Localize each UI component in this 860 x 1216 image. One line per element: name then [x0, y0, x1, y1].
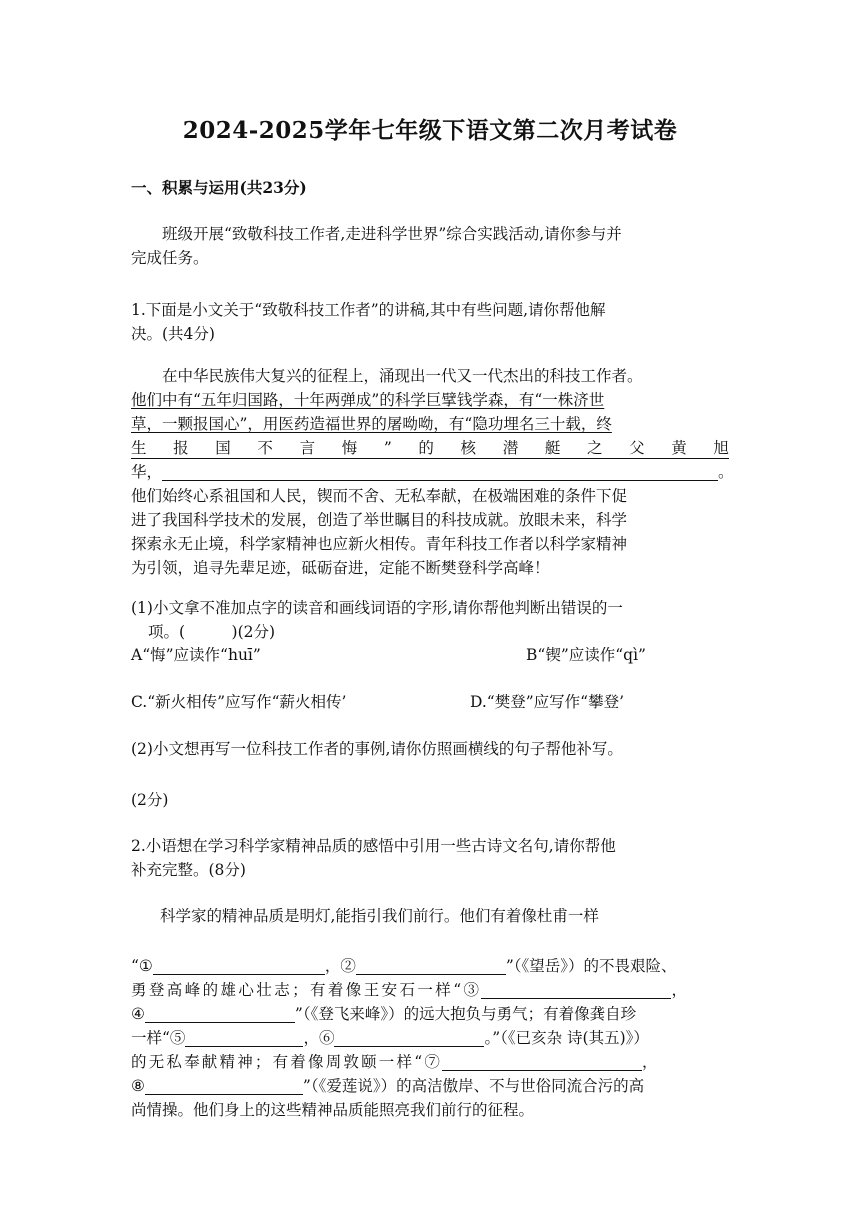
passage-line-2: 他们中有“五年归国路，十年两弹成”的科学巨擘钱学森，有“一株济世 [131, 391, 605, 409]
passage-line-3: 草，一颗报国心”，用医药造福世界的屠呦呦，有“隐功埋名三十载，终 [131, 415, 612, 433]
q2-stem-line-1: 2.小语想在学习科学家精神品质的感悟中引用一些古诗文名句,请你帮他 [131, 837, 616, 855]
blank-8[interactable] [145, 1076, 303, 1095]
blank-4[interactable] [145, 1004, 295, 1023]
q2-line-5: 的无私奉献精神；有着像周敦颐一样“⑦ ， [131, 1053, 658, 1071]
sub-question-2: (2)小文想再写一位科技工作者的事例,请你仿照画横线的句子帮他补写。 [131, 740, 623, 758]
sub-question-2-score: (2分) [131, 791, 169, 809]
blank-2[interactable] [356, 956, 506, 975]
blank-5[interactable] [185, 1028, 303, 1047]
q2-line-6: ⑧ ”（《爱莲说》）的高洁傲岸、不与世俗同流合污的高 [131, 1077, 645, 1095]
q2-line-7: 尚情操。他们身上的这些精神品质能照亮我们前行的征程。 [131, 1101, 535, 1119]
q2-line-4: 一样“⑤ ，⑥ 。”（《已亥杂 诗(其五)》） [131, 1029, 649, 1047]
sub-question-1-line-2: 项。( )(2分) [148, 623, 276, 641]
q2-line-1: “① ，② ”（《望岳》）的不畏艰险、 [131, 957, 677, 975]
passage-line-5: 华， 。 [131, 463, 734, 481]
fill-in-blank[interactable] [162, 462, 718, 481]
blank-7[interactable] [442, 1052, 642, 1071]
passage-line-4: 生 报 国 不 言 悔 ” 的 核 潜 艇 之 父 黄 旭 [131, 434, 729, 459]
passage-line-6: 他们始终心系祖国和人民，锲而不舍、无私奉献，在极端困难的条件下促 [131, 487, 628, 505]
option-b[interactable]: B“锲”应读作“qì” [526, 646, 646, 664]
passage-line-8: 探索永无止境，科学家精神也应新火相传。青年科技工作者以科学家精神 [131, 535, 628, 553]
passage-line-1: 在中华民族伟大复兴的征程上，涌现出一代又一代杰出的科技工作者。 [162, 367, 643, 385]
q2-line-3: ④ ”（《登飞来峰》）的远大抱负与勇气；有着像龚自珍 [131, 1005, 637, 1023]
q1-stem-line-2: 决。(共4分) [131, 325, 215, 343]
blank-3[interactable] [481, 980, 671, 999]
q2-stem-line-2: 补充完整。(8分) [131, 861, 246, 879]
q2-lead: 科学家的精神品质是明灯,能指引我们前行。他们有着像杜甫一样 [160, 907, 599, 925]
intro-line-1: 班级开展“致敬科技工作者,走进科学世界”综合实践活动,请你参与并 [162, 225, 622, 243]
q1-stem-line-1: 1.下面是小文关于“致敬科技工作者”的讲稿,其中有些问题,请你帮他解 [131, 301, 606, 319]
passage-line-7: 进了我国科学技术的发展，创造了举世瞩目的科技成就。放眼未来，科学 [131, 511, 628, 529]
passage-line-9: 为引领，追寻先辈足迹，砥砺奋进，定能不断樊登科学高峰！ [131, 559, 550, 577]
sub-question-1-line-1: (1)小文拿不准加点字的读音和画线词语的字形,请你帮他判断出错误的一 [131, 599, 623, 617]
q2-line-2: 勇登高峰的雄心壮志；有着像王安石一样“③ ， [131, 981, 687, 999]
intro-line-2: 完成任务。 [131, 249, 209, 267]
option-d[interactable]: D.“樊登”应写作“攀登’ [470, 693, 625, 711]
blank-6[interactable] [334, 1028, 484, 1047]
option-a[interactable]: A“悔”应读作“huī” [131, 646, 261, 664]
blank-1[interactable] [153, 956, 325, 975]
option-c[interactable]: C.“新火相传”应写作“薪火相传’ [131, 693, 347, 711]
exam-title: 2024-2025学年七年级下语文第二次月考试卷 [182, 117, 678, 144]
section-heading: 一、积累与运用(共23分) [131, 178, 307, 197]
